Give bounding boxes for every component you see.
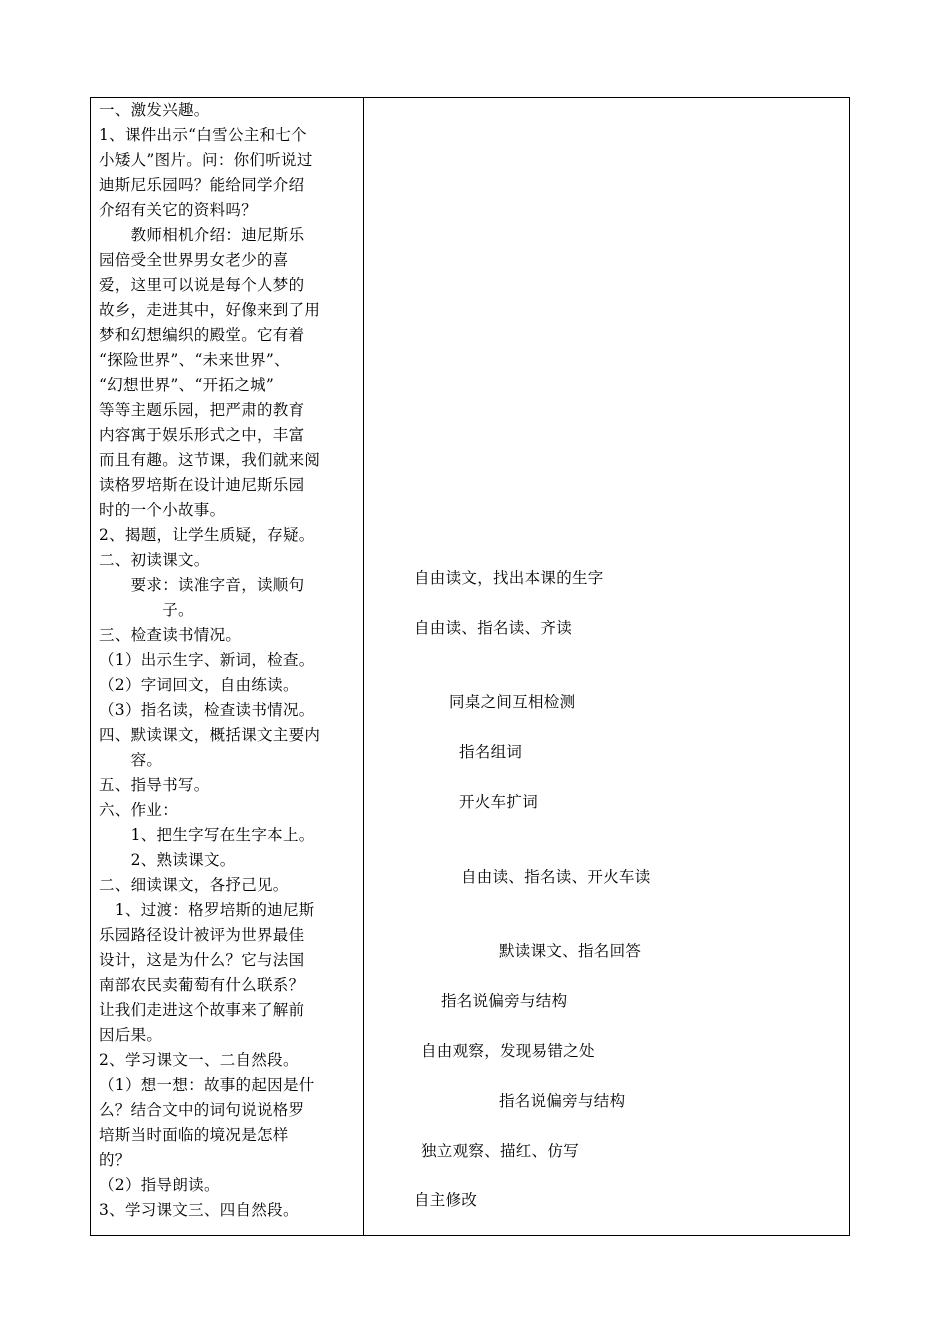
text-line: 让我们走进这个故事来了解前 <box>99 1001 305 1019</box>
text-line: 培斯当时面临的境况是怎样 <box>99 1126 289 1144</box>
text-line: 3、学习课文三、四自然段。 <box>99 1201 299 1219</box>
text-line: （1）想一想：故事的起因是什 <box>99 1076 315 1094</box>
text-line: 要求：读准字音，读顺句 <box>99 576 305 594</box>
text-line: 2、学习课文一、二自然段。 <box>99 1051 299 1069</box>
text-line: 故乡，走进其中，好像来到了用 <box>99 301 321 319</box>
text-line: 容。 <box>99 751 163 769</box>
text-line: 的？ <box>99 1151 131 1169</box>
student-note: 自主修改 <box>414 1191 478 1209</box>
lesson-table <box>90 97 850 1236</box>
text-line: （1）出示生字、新词，检查。 <box>99 651 315 669</box>
student-note: 指名组词 <box>459 743 523 761</box>
text-line: 2、熟读课文。 <box>99 851 236 869</box>
text-line: 梦和幻想编织的殿堂。它有着 <box>99 326 305 344</box>
text-line: （2）指导朗读。 <box>99 1176 220 1194</box>
text-line: 二、细读课文，各抒己见。 <box>99 876 289 894</box>
text-line: 三、检查读书情况。 <box>99 626 242 644</box>
student-note: 自由读、指名读、齐读 <box>414 619 573 637</box>
student-note: 自由观察，发现易错之处 <box>421 1042 595 1060</box>
student-note: 默读课文、指名回答 <box>499 942 642 960</box>
text-line: 设计，这是为什么？它与法国 <box>99 951 305 969</box>
student-note: 自由读文，找出本课的生字 <box>414 569 604 587</box>
student-note: 开火车扩词 <box>459 793 539 811</box>
text-line: 小矮人”图片。问：你们听说过 <box>99 151 313 169</box>
text-line: 1、把生字写在生字本上。 <box>99 826 315 844</box>
text-line: 五、指导书写。 <box>99 776 210 794</box>
text-line: 爱，这里可以说是每个人梦的 <box>99 276 305 294</box>
text-line: 2、揭题，让学生质疑，存疑。 <box>99 526 315 544</box>
text-line: 么？结合文中的词句说说格罗 <box>99 1101 305 1119</box>
student-note: 指名说偏旁与结构 <box>499 1092 626 1110</box>
student-note: 独立观察、描红、仿写 <box>421 1142 580 1160</box>
student-note: 自由读、指名读、开火车读 <box>461 868 651 886</box>
text-line: 时的一个小故事。 <box>99 501 226 519</box>
text-line: 1、课件出示“白雪公主和七个 <box>99 126 307 144</box>
text-line: 二、初读课文。 <box>99 551 210 569</box>
text-line: 迪斯尼乐园吗？能给同学介绍 <box>99 176 305 194</box>
text-line: 1、过渡：格罗培斯的迪尼斯 <box>99 901 315 919</box>
text-line: “幻想世界”、“开拓之城” <box>99 376 275 394</box>
text-line: 六、作业： <box>99 801 179 819</box>
text-line: 南部农民卖葡萄有什么联系？ <box>99 976 305 994</box>
text-line: 等等主题乐园，把严肃的教育 <box>99 401 305 419</box>
student-note: 同桌之间互相检测 <box>449 693 576 711</box>
text-line: 而且有趣。这节课，我们就来阅 <box>99 451 321 469</box>
student-activity-column <box>364 98 850 1235</box>
text-line: 四、默读课文，概括课文主要内 <box>99 726 321 744</box>
text-line: 一、激发兴趣。 <box>99 101 210 119</box>
text-line: 乐园路径设计被评为世界最佳 <box>99 926 305 944</box>
text-line: （2）字词回文，自由练读。 <box>99 676 299 694</box>
text-line: 内容寓于娱乐形式之中，丰富 <box>99 426 305 444</box>
text-line: 介绍有关它的资料吗？ <box>99 201 258 219</box>
text-line: （3）指名读，检查读书情况。 <box>99 701 315 719</box>
student-note: 指名说偏旁与结构 <box>441 992 568 1010</box>
text-line: 子。 <box>99 601 194 619</box>
text-line: 园倍受全世界男女老少的喜 <box>99 251 289 269</box>
text-line: 因后果。 <box>99 1026 163 1044</box>
text-line: 读格罗培斯在设计迪尼斯乐园 <box>99 476 305 494</box>
text-line: 教师相机介绍：迪尼斯乐 <box>99 226 305 244</box>
text-line: “探险世界”、“未来世界”、 <box>99 351 290 369</box>
